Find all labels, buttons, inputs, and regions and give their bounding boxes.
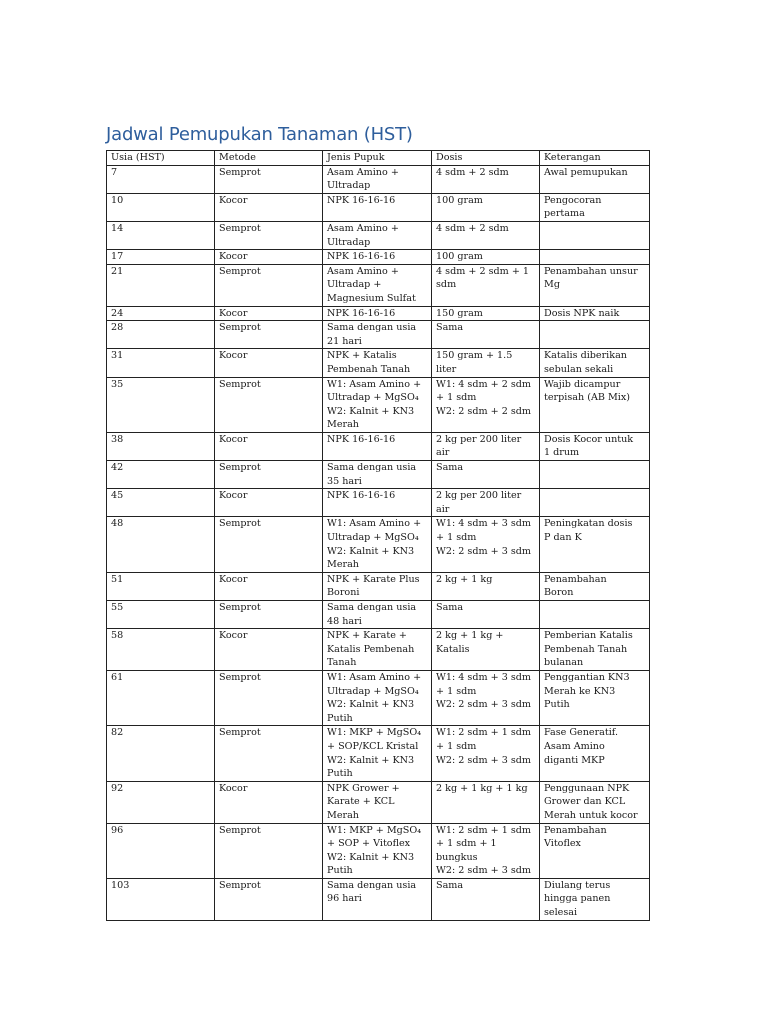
cell-notes: Wajib dicampur terpisah (AB Mix) (540, 377, 650, 432)
cell-dose: 2 kg per 200 liter air (432, 432, 540, 460)
cell-fertilizer-type: Sama dengan usia 48 hari (323, 601, 432, 629)
column-header-fertilizer-type: Jenis Pupuk (323, 151, 432, 166)
cell-age: 42 (107, 461, 215, 489)
cell-dose: Sama (432, 878, 540, 920)
cell-method: Kocor (215, 432, 323, 460)
cell-dose: 4 sdm + 2 sdm (432, 165, 540, 193)
cell-fertilizer-type: NPK 16-16-16 (323, 193, 432, 221)
table-row (107, 461, 650, 489)
cell-fertilizer-type: Asam Amino + Ultradap (323, 165, 432, 193)
cell-notes: Penambahan Boron (540, 572, 650, 600)
cell-age: 38 (107, 432, 215, 460)
table-row (107, 572, 650, 600)
cell-dose: 2 kg + 1 kg (432, 572, 540, 600)
cell-fertilizer-type: NPK 16-16-16 (323, 306, 432, 321)
cell-age: 82 (107, 726, 215, 781)
cell-notes: Dosis Kocor untuk 1 drum (540, 432, 650, 460)
cell-dose: 2 kg per 200 liter air (432, 489, 540, 517)
cell-method: Semprot (215, 726, 323, 781)
cell-method: Semprot (215, 165, 323, 193)
cell-dose: W1: 4 sdm + 3 sdm + 1 sdm W2: 2 sdm + 3 sdm (432, 670, 540, 725)
cell-dose: W1: 4 sdm + 2 sdm + 1 sdm W2: 2 sdm + 2 sdm (432, 377, 540, 432)
cell-dose: Sama (432, 601, 540, 629)
cell-fertilizer-type: NPK 16-16-16 (323, 432, 432, 460)
fertilizer-schedule-table (106, 150, 650, 921)
cell-fertilizer-type: NPK + Karate + Katalis Pembenah Tanah (323, 629, 432, 671)
cell-notes: Diulang terus hingga panen selesai (540, 878, 650, 920)
cell-fertilizer-type: NPK Grower + Karate + KCL Merah (323, 781, 432, 823)
cell-method: Kocor (215, 781, 323, 823)
cell-notes (540, 461, 650, 489)
column-header-method: Metode (215, 151, 323, 166)
cell-dose: 4 sdm + 2 sdm + 1 sdm (432, 264, 540, 306)
cell-age: 35 (107, 377, 215, 432)
table-header-row (107, 151, 650, 166)
cell-notes (540, 321, 650, 349)
cell-fertilizer-type: NPK + Karate Plus Boroni (323, 572, 432, 600)
cell-method: Semprot (215, 321, 323, 349)
table-row (107, 629, 650, 671)
cell-notes: Katalis diberikan sebulan sekali (540, 349, 650, 377)
cell-fertilizer-type: Asam Amino + Ultradap (323, 221, 432, 249)
cell-notes: Pemberian Katalis Pembenah Tanah bulanan (540, 629, 650, 671)
cell-fertilizer-type: W1: MKP + MgSO₄ + SOP/KCL Kristal W2: Kalnit + KN3 Putih (323, 726, 432, 781)
cell-method: Kocor (215, 572, 323, 600)
cell-fertilizer-type: W1: Asam Amino + Ultradap + MgSO₄ W2: Kalnit + KN3 Merah (323, 517, 432, 572)
cell-age: 24 (107, 306, 215, 321)
cell-method: Kocor (215, 306, 323, 321)
cell-age: 14 (107, 221, 215, 249)
cell-dose: Sama (432, 321, 540, 349)
cell-age: 28 (107, 321, 215, 349)
table-row (107, 165, 650, 193)
cell-notes: Awal pemupukan (540, 165, 650, 193)
cell-fertilizer-type: W1: Asam Amino + Ultradap + MgSO₄ W2: Kalnit + KN3 Merah (323, 377, 432, 432)
cell-dose: W1: 2 sdm + 1 sdm + 1 sdm W2: 2 sdm + 3 sdm (432, 726, 540, 781)
cell-method: Kocor (215, 489, 323, 517)
table-row (107, 306, 650, 321)
cell-age: 55 (107, 601, 215, 629)
cell-age: 58 (107, 629, 215, 671)
cell-method: Semprot (215, 221, 323, 249)
cell-dose: 2 kg + 1 kg + 1 kg (432, 781, 540, 823)
cell-method: Semprot (215, 377, 323, 432)
document-title: Jadwal Pemupukan Tanaman (HST) (106, 124, 413, 145)
cell-age: 17 (107, 250, 215, 265)
cell-method: Kocor (215, 349, 323, 377)
cell-dose: 100 gram (432, 193, 540, 221)
table-row (107, 221, 650, 249)
cell-notes (540, 250, 650, 265)
cell-fertilizer-type: NPK + Katalis Pembenah Tanah (323, 349, 432, 377)
cell-age: 96 (107, 823, 215, 878)
column-header-dose: Dosis (432, 151, 540, 166)
cell-fertilizer-type: NPK 16-16-16 (323, 489, 432, 517)
cell-method: Kocor (215, 629, 323, 671)
cell-age: 10 (107, 193, 215, 221)
cell-method: Semprot (215, 517, 323, 572)
cell-notes: Fase Generatif. Asam Amino diganti MKP (540, 726, 650, 781)
cell-notes: Dosis NPK naik (540, 306, 650, 321)
cell-notes (540, 601, 650, 629)
cell-age: 31 (107, 349, 215, 377)
cell-dose: W1: 2 sdm + 1 sdm + 1 sdm + 1 bungkus W2: 2 sdm + 3 sdm (432, 823, 540, 878)
cell-notes: Penambahan Vitoflex (540, 823, 650, 878)
table-row (107, 193, 650, 221)
table-row (107, 321, 650, 349)
cell-dose: 150 gram (432, 306, 540, 321)
cell-fertilizer-type: Asam Amino + Ultradap + Magnesium Sulfat (323, 264, 432, 306)
cell-fertilizer-type: W1: Asam Amino + Ultradap + MgSO₄ W2: Kalnit + KN3 Putih (323, 670, 432, 725)
table-row (107, 432, 650, 460)
table-row (107, 601, 650, 629)
cell-method: Semprot (215, 601, 323, 629)
cell-age: 103 (107, 878, 215, 920)
cell-notes: Pengocoran pertama (540, 193, 650, 221)
cell-age: 48 (107, 517, 215, 572)
table-row (107, 781, 650, 823)
cell-method: Kocor (215, 193, 323, 221)
cell-age: 51 (107, 572, 215, 600)
cell-notes: Penambahan unsur Mg (540, 264, 650, 306)
cell-method: Semprot (215, 823, 323, 878)
cell-notes: Peningkatan dosis P dan K (540, 517, 650, 572)
cell-method: Semprot (215, 264, 323, 306)
cell-notes: Penggantian KN3 Merah ke KN3 Putih (540, 670, 650, 725)
column-header-age: Usia (HST) (107, 151, 215, 166)
cell-dose: Sama (432, 461, 540, 489)
cell-age: 45 (107, 489, 215, 517)
table-row (107, 823, 650, 878)
table-row (107, 250, 650, 265)
cell-age: 7 (107, 165, 215, 193)
table-row (107, 349, 650, 377)
cell-notes: Penggunaan NPK Grower dan KCL Merah untuk kocor (540, 781, 650, 823)
cell-age: 21 (107, 264, 215, 306)
cell-fertilizer-type: Sama dengan usia 35 hari (323, 461, 432, 489)
cell-notes (540, 221, 650, 249)
cell-method: Kocor (215, 250, 323, 265)
table-row (107, 377, 650, 432)
cell-fertilizer-type: W1: MKP + MgSO₄ + SOP + Vitoflex W2: Kalnit + KN3 Putih (323, 823, 432, 878)
cell-fertilizer-type: Sama dengan usia 21 hari (323, 321, 432, 349)
table-row (107, 878, 650, 920)
cell-method: Semprot (215, 461, 323, 489)
table-body (107, 165, 650, 920)
column-header-notes: Keterangan (540, 151, 650, 166)
cell-fertilizer-type: NPK 16-16-16 (323, 250, 432, 265)
table-row (107, 264, 650, 306)
cell-dose: 4 sdm + 2 sdm (432, 221, 540, 249)
cell-dose: 150 gram + 1.5 liter (432, 349, 540, 377)
cell-age: 92 (107, 781, 215, 823)
table-row (107, 517, 650, 572)
cell-dose: 2 kg + 1 kg + Katalis (432, 629, 540, 671)
table-row (107, 489, 650, 517)
cell-age: 61 (107, 670, 215, 725)
cell-method: Semprot (215, 670, 323, 725)
cell-notes (540, 489, 650, 517)
cell-fertilizer-type: Sama dengan usia 96 hari (323, 878, 432, 920)
table-row (107, 726, 650, 781)
table-row (107, 670, 650, 725)
cell-method: Semprot (215, 878, 323, 920)
cell-dose: 100 gram (432, 250, 540, 265)
cell-dose: W1: 4 sdm + 3 sdm + 1 sdm W2: 2 sdm + 3 sdm (432, 517, 540, 572)
